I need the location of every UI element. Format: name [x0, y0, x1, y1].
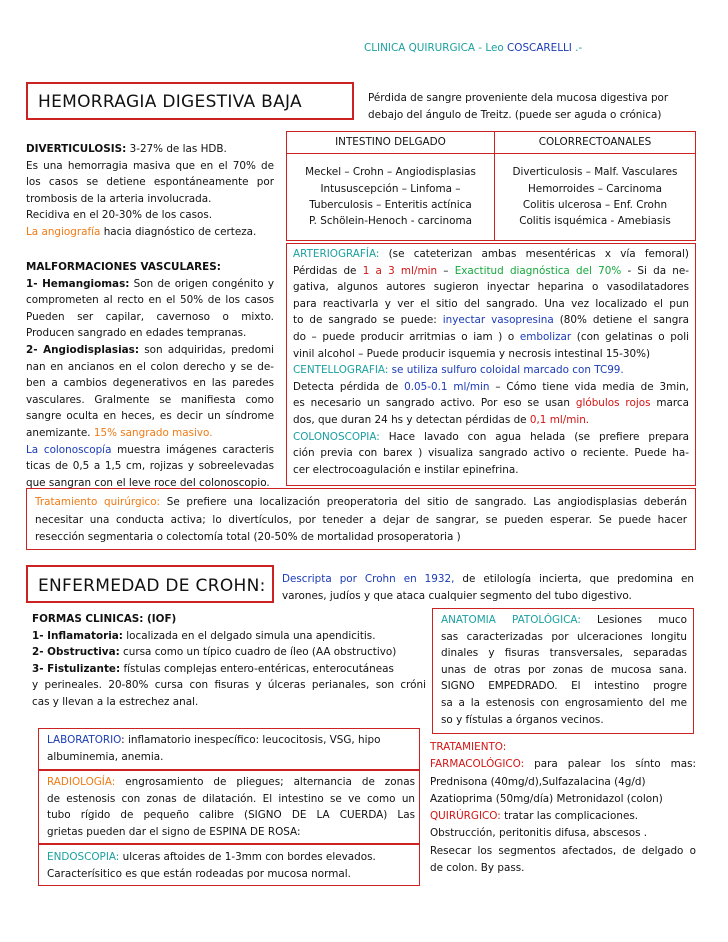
crohn-trat-line: Azatioprima (50mg/día) Metronidazol (colon) [430, 792, 663, 805]
crohn-trat-line: Resecar los segmentos afectados, de delgado o [430, 844, 696, 857]
anatomia-line: SIGNO EMPEDRADO. El intestino progre [441, 680, 687, 693]
divert-line: Es una hemorragia masiva que en el 70% de [26, 159, 274, 172]
malf-h1-label: 1- Hemangiomas: [26, 277, 130, 290]
malf-line: comprometen al recto en el 50% de los casos [26, 294, 274, 307]
colono-line: cer electrocoagulación e instilar epinefrina. [293, 463, 519, 476]
crohn-trat-line: Prednisona (40mg/d),Sulfazalacina (4g/d) [430, 775, 646, 788]
radiologia-line: tubo rígido de pequeño calibre (SIGNO DE LA CUERDA) Las [47, 809, 415, 822]
table-cell-line: Diverticulosis – Malf. Vasculares [512, 166, 678, 179]
table-cell-line: Tuberculosis – Enteritis actínica [309, 199, 472, 211]
divert-angio-rest: hacia diagnóstico de certeza. [103, 225, 257, 238]
formas-f2-label: 2- Obstructiva: [32, 646, 120, 659]
divert-stat: 3-27% de las HDB. [129, 143, 227, 155]
crohn-title-box [26, 565, 274, 603]
arterio-line: Pérdidas de [293, 264, 357, 277]
radiologia-label: RADIOLOGÍA: [47, 776, 116, 788]
radiologia-box [38, 770, 420, 844]
table-cell-delgado [287, 154, 495, 241]
crohn-trat-quir: QUIRÚRGICO: [430, 810, 501, 823]
malf-line: ben a cambios degenerativos en las paredes [26, 377, 274, 390]
hdb-treatment-line: resección segmentaria o colectomía total (20-50% de mortalidad prosoperatoria ) [35, 531, 461, 543]
anatomia-label: ANATOMIA PATOLÓGICA: [441, 614, 581, 626]
anatomia-line: sas caracterizadas por ulceraciones longitu [441, 630, 687, 643]
malf-line: nan en ancianos en el colon derecho y se de- [26, 360, 274, 373]
arterio-line: gativa, algunos autores sugieron inyectar heparina o vasodilatadores [293, 281, 689, 294]
hdb-def-line-2: debajo del ángulo de Treitz. (puede ser aguda o crónica) [368, 108, 662, 121]
malf-line: que sangran con el leve roce del colonoscopio. [26, 476, 270, 489]
table-head-delgado: INTESTINO DELGADO [287, 132, 495, 154]
arterio-rate: 1 a 3 ml/min [362, 264, 438, 277]
malf-line: ticas de 0,5 a 1,5 cm, rojizas y sobreelevadas [26, 460, 274, 473]
laboratorio-box [38, 728, 420, 770]
arterio-line: para reactivarla y ver el sitio del sangrado. Una vez localizado el pun [293, 297, 689, 310]
endoscopia-label: ENDOSCOPIA: [47, 851, 120, 863]
hdb-treatment-line: Se prefiere una localización preoperatoria del sitio de sangrado. Las angiodisplasias deberán [166, 496, 687, 508]
arterio-label: ARTERIOGRAFÍA: [293, 248, 380, 260]
centello-rate-2: 0,1 ml/min. [529, 413, 590, 426]
malf-line: Pueden ser capilar, cavernoso o mixto. [26, 310, 274, 323]
laboratorio-line: albuminemia, anemia. [47, 750, 164, 763]
formas-head: FORMAS CLINICAS: (IOF) [32, 613, 177, 625]
centello-globulos: glóbulos rojos [575, 397, 651, 410]
divert-line: trombosis de la arteria involucrada. [26, 192, 212, 205]
arterio-line: (se cateterizan ambas mesentéricas x vía femoral) [388, 248, 689, 260]
crohn-intro-line: varones, judíos y que ataca cualquier segmento del tubo digestivo. [282, 589, 632, 602]
centello-line: marca [656, 397, 689, 410]
hdb-title: HEMORRAGIA DIGESTIVA BAJA [38, 92, 302, 112]
anatomia-line: so y fístulas a órganos vecinos. [441, 713, 604, 726]
anatomia-box [432, 608, 694, 734]
hdb-def-line-1: Pérdida de sangre proveniente dela mucosa digestiva por [368, 92, 669, 104]
endoscopia-line: Caracterísitico es que están rodeadas por mucosa normal. [47, 867, 351, 880]
malf-anemizante: anemizante. [26, 426, 91, 439]
diverticulosis-section [26, 141, 274, 241]
anatomia-line: dinales y fisuras transversales, separadas [441, 647, 687, 660]
crohn-trat-farma: FARMACOLÓGICO: [430, 758, 525, 771]
crohn-trat-line: de colon. By pass. [430, 862, 525, 875]
anatomia-line: sa a la estenosis con engrosamiento del me [441, 696, 687, 709]
hdb-treatment-label: Tratamiento quirúrgico: [35, 496, 161, 508]
malformaciones-section [26, 259, 274, 491]
malf-colonoscopia: La colonoscopía [26, 443, 112, 456]
centello-line: se utiliza sulfuro coloidal marcado con TC99. [391, 364, 624, 377]
arterio-line: (con gelatinas o poli [576, 330, 689, 343]
table-head-colorrecto: COLORRECTOANALES [494, 132, 695, 154]
malf-line: Producen sangrado en edades tempranas. [26, 327, 247, 340]
header-suffix: .- [575, 42, 583, 54]
malf-line: sangre oculta en heces, es decir un síndrome [26, 410, 274, 423]
malf-colono-rest: muestra imágenes caracteris [117, 443, 274, 456]
arterio-accuracy: Exactitud diagnóstica del 70% [454, 264, 622, 277]
formas-line: fístulas complejas entero-entéricas, enterocutáneas [123, 662, 394, 675]
hdb-title-box [26, 82, 354, 120]
crohn-tratamiento [430, 739, 696, 877]
formas-line: cas y llevan a la estrechez anal. [32, 695, 199, 708]
formas-f3-label: 3- Fistulizante: [32, 662, 121, 675]
arterio-dash: – [443, 264, 449, 277]
malf-h2-rest: son adquiridas, predomi [144, 343, 275, 356]
centello-line: dos, que duran 24 hs y detectan pérdidas de [293, 413, 527, 426]
divert-line: Recidiva en el 20-30% de los casos. [26, 209, 213, 222]
centello-label: CENTELLOGRAFIA: [293, 364, 389, 377]
crohn-trat-line: tratar las complicaciones. [504, 810, 639, 823]
arterio-line: to de sangrado se puede: [293, 314, 437, 327]
malf-line: vasculares. Gralmente se manifiesta como [26, 393, 274, 406]
table-cell-line: Meckel – Crohn – Angiodisplasias [305, 166, 476, 179]
page-header [364, 40, 582, 57]
crohn-intro-desc: Descripta por Crohn en 1932, [282, 573, 455, 585]
header-dash: - Leo [478, 42, 504, 54]
laboratorio-label: LABORATORIO [47, 734, 122, 746]
crohn-trat-label: TRATAMIENTO: [430, 741, 507, 753]
colono-label: COLONOSCOPIA: [293, 430, 380, 443]
table-cell-colorrecto [494, 154, 695, 241]
formas-line: y perineales. 20-80% cursa con fisuras y úlceras perianales, son cróni [32, 679, 426, 692]
author-name: COSCARELLI [507, 42, 572, 54]
arterio-line: (80% detiene el sangra [559, 314, 689, 327]
centello-line: es necesario un sangrado activo. Por eso se usan [293, 397, 570, 410]
formas-line: cursa como un típico cuadro de íleo (AA obstructivo) [123, 646, 397, 659]
colono-line: ción previa con barex ) visualiza sangrado activo o reciente. Puede ha- [293, 447, 689, 460]
arterio-line: - Si da ne- [627, 264, 690, 277]
endoscopia-box [38, 844, 420, 886]
crohn-trat-line: Obstrucción, peritonitis difusa, abscesos . [430, 827, 648, 840]
hdb-treatment-line: necesitar una conducta activa; lo divertículos, por teneder a dejar de sangrar, se pueden esperar. Se puede hacer [35, 513, 687, 526]
table-cell-line: Intususcepción – Linfoma – [320, 182, 461, 195]
formas-f1-label: 1- Inflamatoria: [32, 629, 123, 642]
table-cell-line: Colitis isquémica - Amebiasis [519, 215, 671, 228]
crohn-trat-line: para palear los sínto mas: [534, 758, 696, 771]
crohn-title: ENFERMEDAD DE CROHN: [38, 576, 266, 596]
radiologia-line: de estenosis con zonas de dilatación. El intestino se ve como un [47, 792, 415, 805]
table-cell-line: P. Schölein-Henoch - carcinoma [308, 215, 472, 228]
arterio-line: vinil alcohol – Puede producir isquemia y necrosis intestinal 15-30%) [293, 347, 651, 360]
centello-line: Detecta pérdida de [293, 380, 399, 393]
arterio-vasopresina: inyectar vasopresina [442, 314, 554, 327]
radiologia-line: engrosamiento de pliegues; alternancia de zonas [125, 776, 415, 788]
diagnostic-box [286, 243, 696, 486]
table-cell-line: Hemorroides – Carcinoma [527, 182, 662, 195]
radiologia-line: grietas pueden dar el signo de ESPINA DE ROSA: [47, 825, 301, 838]
malf-h2-label: 2- Angiodisplasias: [26, 343, 139, 356]
malf-sangrado-masivo: 15% sangrado masivo. [93, 426, 213, 439]
clinic-name: CLINICA QUIRURGICA [364, 42, 475, 54]
formas-line: localizada en el delgado simula una apendicitis. [126, 629, 376, 642]
anatomia-line: Lesiones muco [597, 614, 687, 626]
colono-line: Hace lavado con agua helada (se prefiere prepara [388, 430, 690, 443]
laboratorio-line: : inflamatorio inespecífico: leucocitosis, VSG, hipo [121, 734, 381, 746]
centello-line: – Cómo tiene vida media de 3min, [495, 380, 689, 393]
crohn-intro-line: de etilología incierta, que predomina en [462, 573, 694, 585]
hdb-definition [368, 90, 668, 123]
divert-angio: La angiografía [26, 225, 101, 238]
hdb-treatment-box [26, 488, 696, 550]
anatomia-line: unas de otras por zonas de mucosa sana. [441, 663, 687, 676]
crohn-intro [282, 571, 694, 604]
hdb-causes-table [286, 131, 696, 241]
arterio-embolizar: embolizar [519, 330, 572, 343]
malf-head: MALFORMACIONES VASCULARES: [26, 261, 221, 273]
table-cell-line: Colitis ulcerosa – Enf. Crohn [522, 199, 668, 211]
crohn-formas [32, 611, 426, 711]
divert-line: los casos se detiene espontáneamente por [26, 176, 274, 189]
endoscopia-line: ulceras aftoides de 1-3mm con bordes elevados. [122, 851, 376, 863]
centello-rate: 0.05-0.1 ml/min [404, 380, 490, 393]
divert-head: DIVERTICULOSIS: [26, 143, 127, 155]
arterio-line: do – puede producir arritmias o iam ) o [293, 330, 515, 343]
malf-h1-rest: Son de origen congénito y [133, 277, 274, 290]
